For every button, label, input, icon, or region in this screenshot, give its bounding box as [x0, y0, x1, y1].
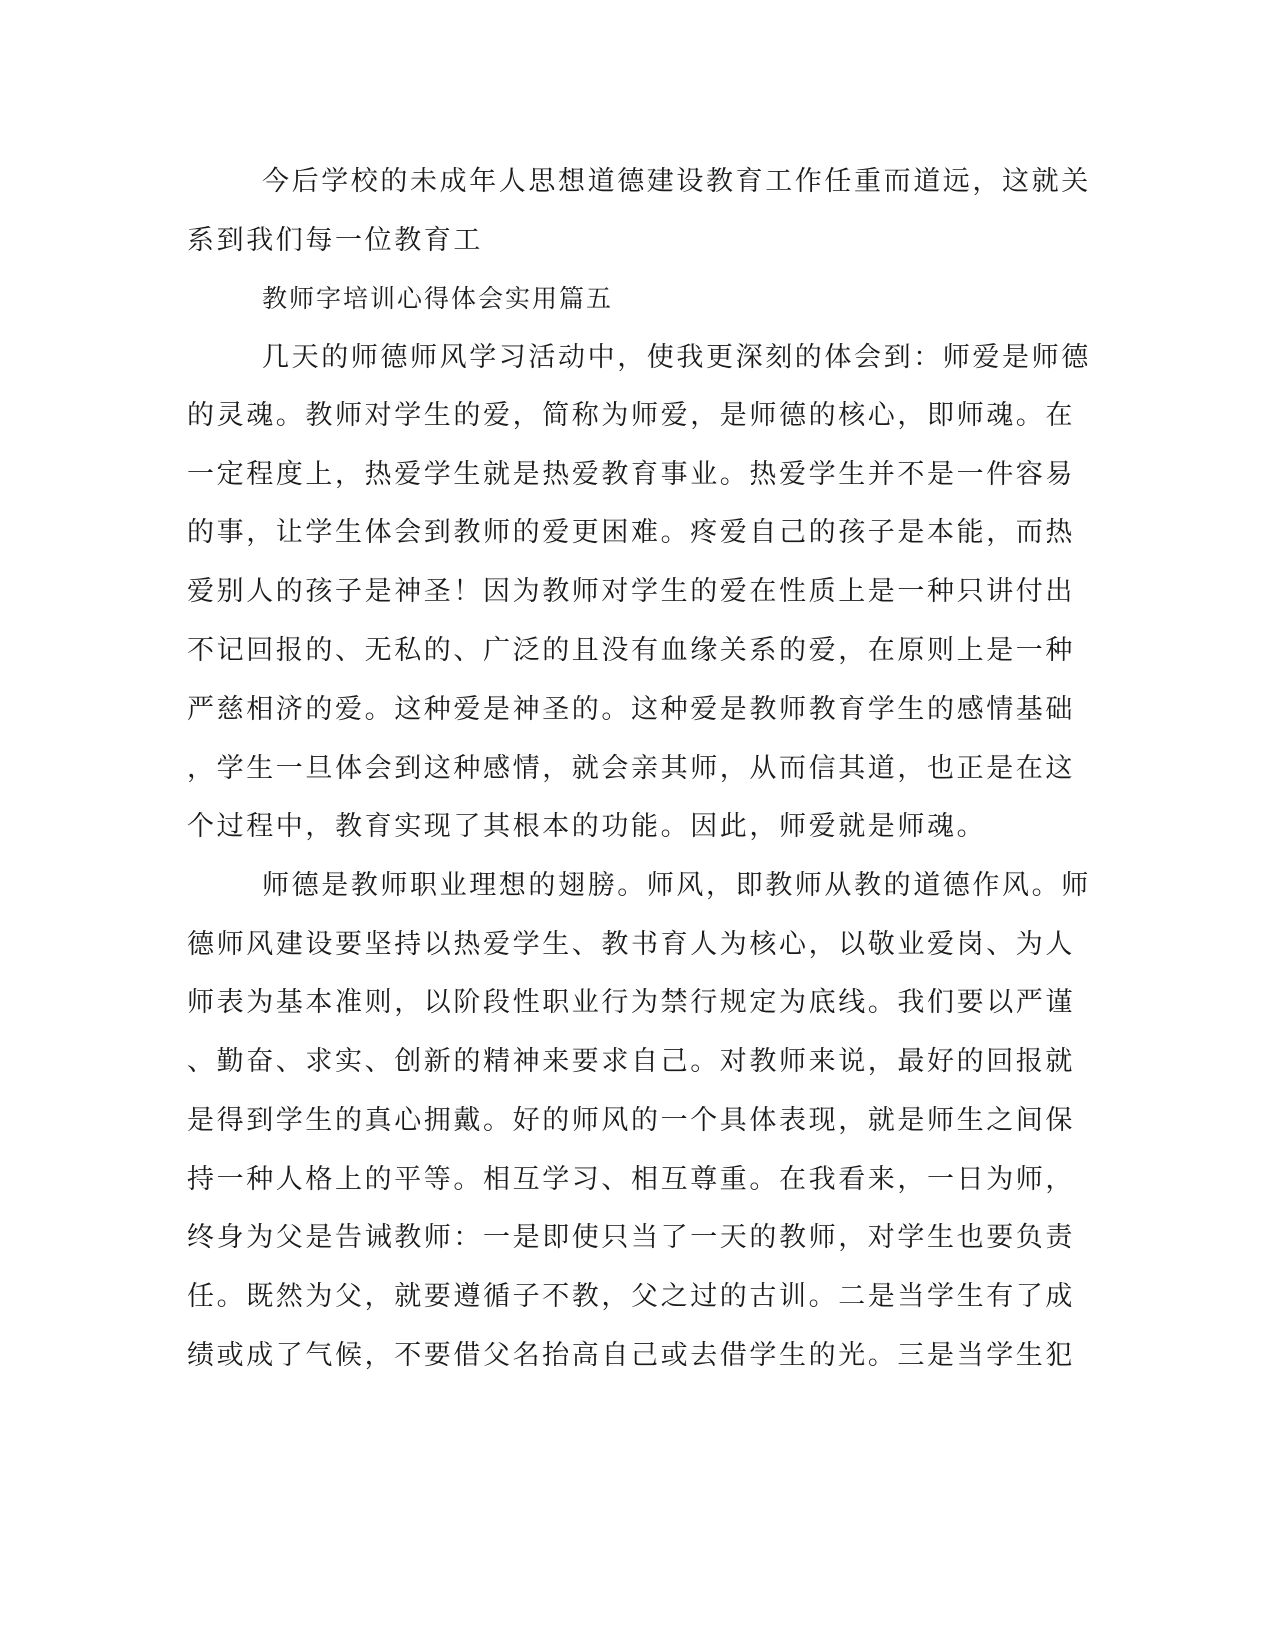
- text-line: 爱别人的孩子是神圣！因为教师对学生的爱在性质上是一种只讲付出: [187, 576, 1075, 607]
- text-line: 师表为基本准则，以阶段性职业行为禁行规定为底线。我们要以严谨: [187, 987, 1075, 1018]
- text-line: 任。既然为父，就要遵循子不教，父之过的古训。二是当学生有了成: [187, 1281, 1075, 1312]
- text-line: 是得到学生的真心拥戴。好的师风的一个具体表现，就是师生之间保: [187, 1105, 1075, 1136]
- text-line: 几天的师德师风学习活动中，使我更深刻的体会到：师爱是师德: [262, 342, 1091, 373]
- text-line: 的事，让学生体会到教师的爱更困难。疼爱自己的孩子是本能，而热: [187, 517, 1075, 548]
- text-line: 严慈相济的爱。这种爱是神圣的。这种爱是教师教育学生的感情基础: [187, 694, 1075, 725]
- text-line: 终身为父是告诫教师：一是即使只当了一天的教师，对学生也要负责: [187, 1222, 1075, 1253]
- text-line: 一定程度上，热爱学生就是热爱教育事业。热爱学生并不是一件容易: [187, 459, 1075, 490]
- text-line: ，学生一旦体会到这种感情，就会亲其师，从而信其道，也正是在这: [187, 753, 1075, 784]
- text-line: 绩或成了气候，不要借父名抬高自己或去借学生的光。三是当学生犯: [187, 1340, 1075, 1371]
- text-line: 的灵魂。教师对学生的爱，简称为师爱，是师德的核心，即师魂。在: [187, 400, 1075, 431]
- text-line: 、勤奋、求实、创新的精神来要求自己。对教师来说，最好的回报就: [187, 1046, 1075, 1077]
- text-line: 持一种人格上的平等。相互学习、相互尊重。在我看来，一日为师，: [187, 1164, 1075, 1195]
- text-line: 系到我们每一位教育工: [187, 225, 483, 256]
- section-heading: 教师字培训心得体会实用篇五: [262, 284, 614, 313]
- text-line: 德师风建设要坚持以热爱学生、教书育人为核心，以敬业爱岗、为人: [187, 929, 1075, 960]
- text-line: 师德是教师职业理想的翅膀。师风，即教师从教的道德作风。师: [262, 870, 1091, 901]
- text-line: 个过程中，教育实现了其根本的功能。因此，师爱就是师魂。: [187, 811, 987, 842]
- text-line: 今后学校的未成年人思想道德建设教育工作任重而道远，这就关: [262, 166, 1091, 197]
- text-line: 不记回报的、无私的、广泛的且没有血缘关系的爱，在原则上是一种: [187, 635, 1075, 666]
